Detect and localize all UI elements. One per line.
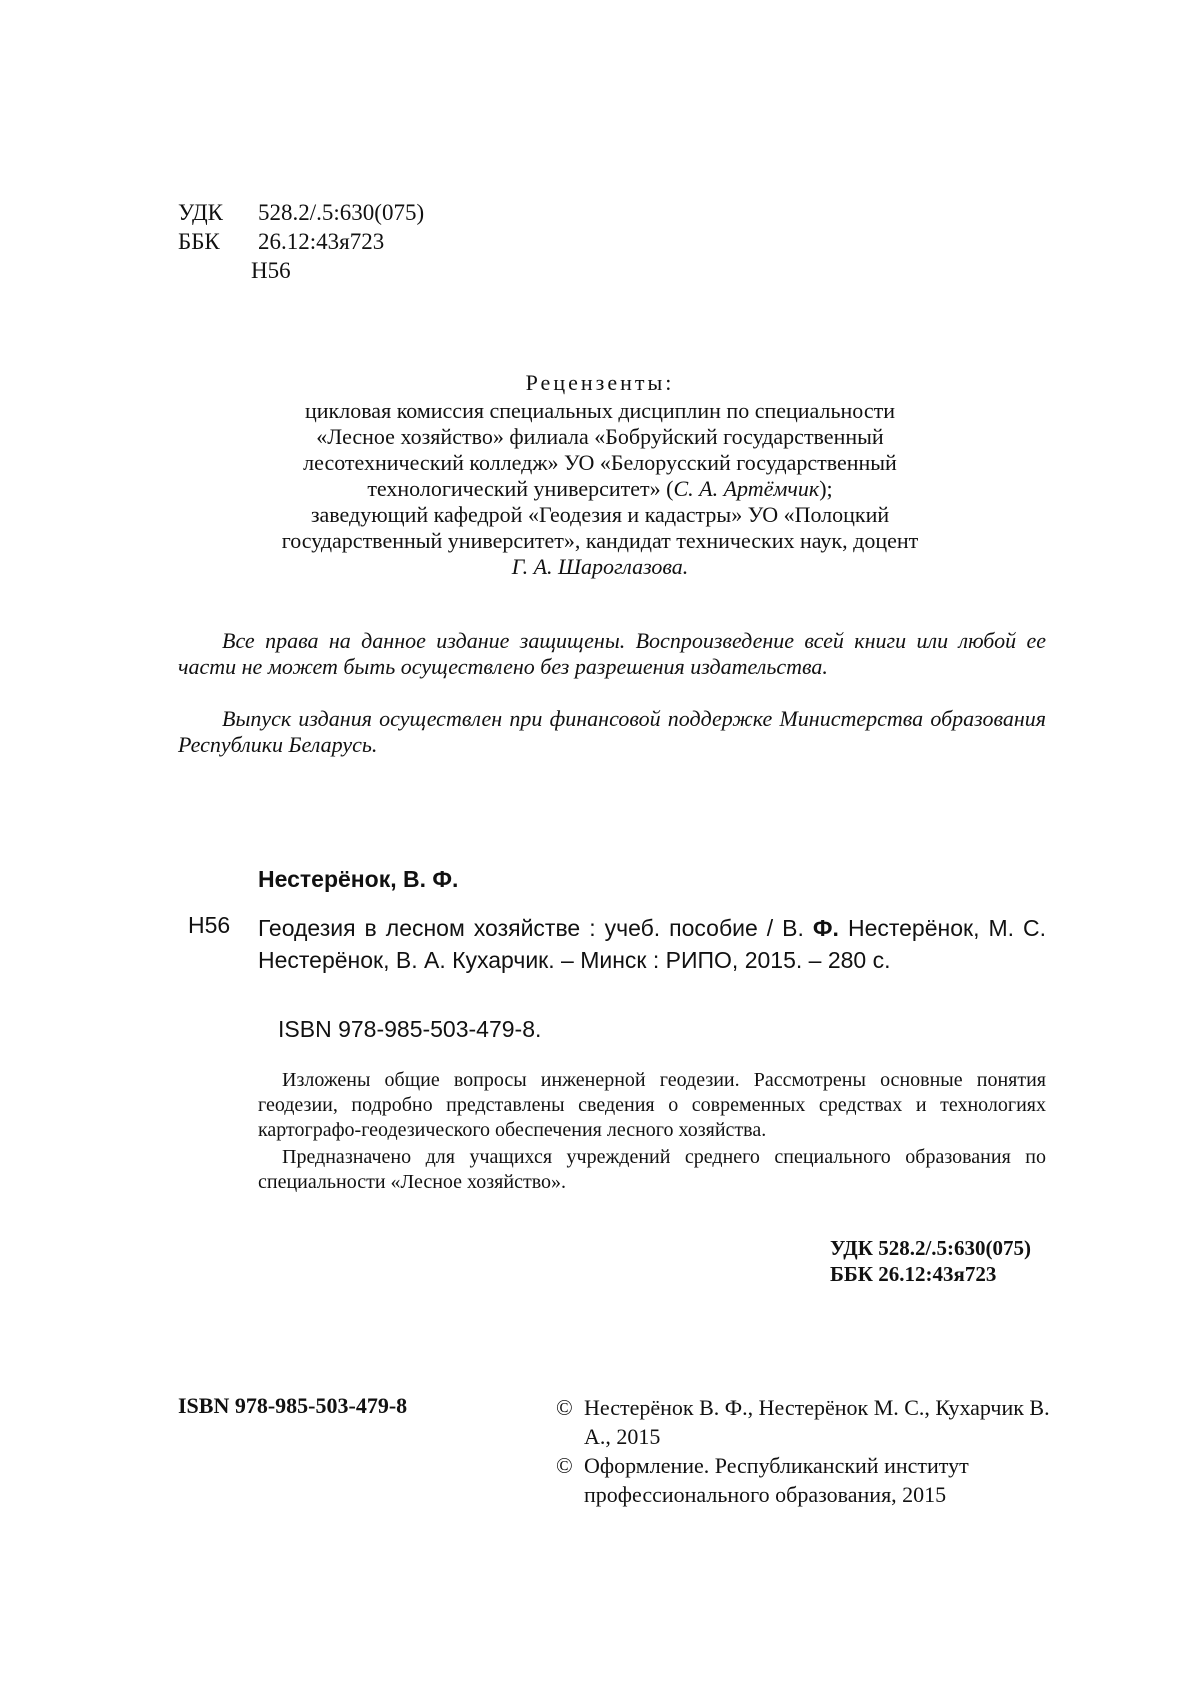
udk-block bbox=[830, 1235, 1031, 1287]
udk-block-udk: УДК 528.2/.5:630(075) bbox=[830, 1235, 1031, 1261]
copyright-text: Нестерёнок В. Ф., Нестерёнок М. С., Кухарчик В. А., 2015 bbox=[584, 1395, 1050, 1449]
author-mark: Н56 bbox=[178, 256, 424, 285]
copyright-entry bbox=[556, 1393, 1056, 1451]
reviewers-line: цикловая комиссия специальных дисциплин по специальности bbox=[160, 398, 1040, 424]
udk-line bbox=[178, 198, 424, 227]
udk-block-bbk: ББК 26.12:43я723 bbox=[830, 1261, 1031, 1287]
entry-author: Нестерёнок, В. Ф. bbox=[258, 866, 458, 893]
reviewers-line4-suffix: ); bbox=[819, 476, 832, 501]
entry-bold-initial: Ф. bbox=[813, 915, 839, 941]
reviewer2-name bbox=[160, 554, 1040, 580]
support-notice bbox=[178, 706, 1046, 758]
reviewers-line4-prefix: технологический университет» ( bbox=[367, 476, 673, 501]
reviewers-line bbox=[160, 476, 1040, 502]
rights-notice bbox=[178, 628, 1046, 680]
annotation bbox=[258, 1068, 1046, 1195]
annotation-paragraph: Изложены общие вопросы инженерной геодезии. Рассмотрены основные понятия геодезии, подробно представлены сведения о современных средствах и технологиях картографо-геодезического обеспечения лесного хозяйства. bbox=[258, 1068, 1046, 1143]
support-notice-text: Выпуск издания осуществлен при финансовой поддержке Министерства образования Республики Беларусь. bbox=[178, 706, 1046, 758]
reviewers-line: государственный университет», кандидат технических наук, доцент bbox=[160, 528, 1040, 554]
annotation-paragraph: Предназначено для учащихся учреждений среднего специального образования по специальности «Лесное хозяйство». bbox=[258, 1145, 1046, 1195]
isbn-bottom: ISBN 978-985-503-479-8 bbox=[178, 1393, 407, 1419]
reviewers-line: заведующий кафедрой «Геодезия и кадастры» УО «Полоцкий bbox=[160, 502, 1040, 528]
reviewer1-name: С. А. Артёмчик bbox=[673, 476, 819, 501]
entry-description bbox=[258, 912, 1046, 976]
entry-text-after: Нестерёнок, М. С. Нестерёнок, В. А. Кухарчик. – Минск : РИПО, 2015. – 280 с. bbox=[258, 915, 1046, 973]
entry-text-before: Геодезия в лесном хозяйстве : учеб. пособие / В. bbox=[258, 915, 813, 941]
reviewers-heading: Рецензенты: bbox=[160, 370, 1040, 396]
reviewers-block bbox=[160, 370, 1040, 580]
copyright-entry bbox=[556, 1451, 1056, 1509]
udk-label: УДК bbox=[178, 198, 258, 227]
bbk-value: 26.12:43я723 bbox=[258, 229, 384, 254]
copyright-symbol: © bbox=[556, 1451, 584, 1480]
copyrights bbox=[556, 1393, 1056, 1509]
entry-code: Н56 bbox=[188, 912, 230, 939]
rights-notice-text: Все права на данное издание защищены. Воспроизведение всей книги или любой ее части не может быть осуществлено без разрешения издательства. bbox=[178, 628, 1046, 680]
classification-block bbox=[178, 198, 424, 285]
reviewers-line: лесотехнический колледж» УО «Белорусский государственный bbox=[160, 450, 1040, 476]
bbk-line bbox=[178, 227, 424, 256]
copyright-symbol: © bbox=[556, 1393, 584, 1422]
copyright-text: Оформление. Республиканский институт профессионального образования, 2015 bbox=[584, 1453, 969, 1507]
reviewers-line: «Лесное хозяйство» филиала «Бобруйский государственный bbox=[160, 424, 1040, 450]
entry-isbn: ISBN 978-985-503-479-8. bbox=[278, 1016, 541, 1043]
reviewer2-name-text: Г. А. Шароглазова. bbox=[512, 554, 689, 579]
bbk-label: ББК bbox=[178, 227, 258, 256]
udk-value: 528.2/.5:630(075) bbox=[258, 200, 424, 225]
